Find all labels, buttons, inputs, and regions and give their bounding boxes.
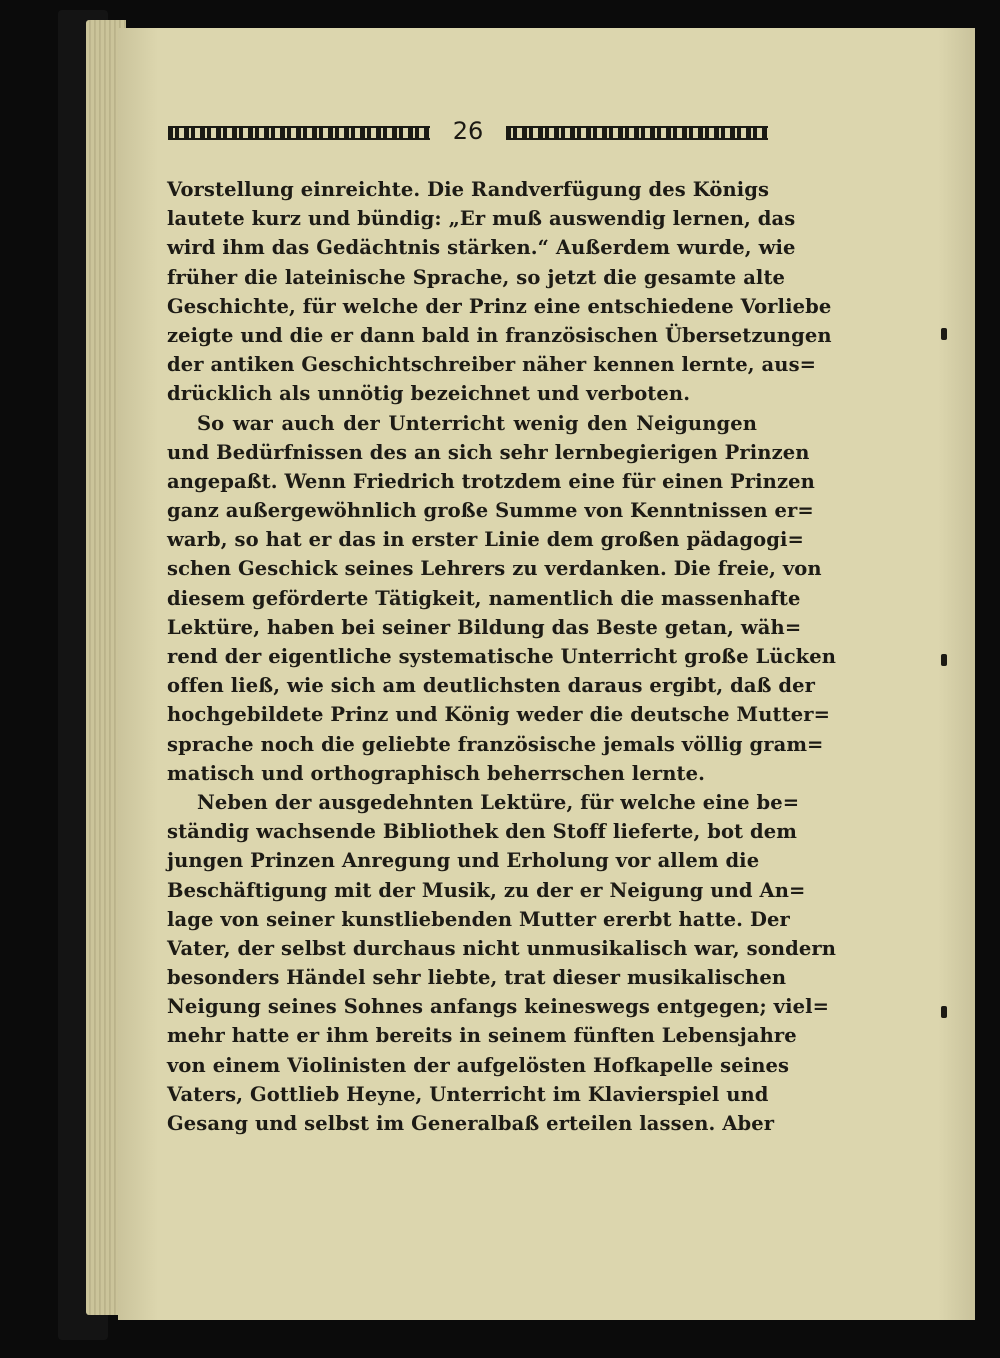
text-line: von einem Violinisten der aufgelösten Hofkapelle seines <box>167 1053 790 1077</box>
text-line: So war auch der Unterricht wenig den Neigungen <box>197 411 757 435</box>
page-number: 26 <box>452 117 484 145</box>
text-line: jungen Prinzen Anregung und Erholung vor allem die <box>167 849 760 873</box>
margin-mark <box>941 328 947 340</box>
text-line: schen Geschick seines Lehrers zu verdanken. Die freie, von <box>167 557 822 581</box>
text-line: besonders Händel sehr liebte, trat dieser musikalischen <box>167 966 787 990</box>
text-line: früher die lateinische Sprache, so jetzt die gesamte alte <box>167 265 786 289</box>
text-line: hochgebildete Prinz und König weder die deutsche Mutter= <box>167 703 831 727</box>
text-line: Lektüre, haben bei seiner Bildung das Beste getan, wäh= <box>167 615 802 639</box>
header-ornament-left <box>168 126 430 140</box>
text-line: Neben der ausgedehnten Lektüre, für welche eine be= <box>197 790 800 814</box>
text-line: ganz außergewöhnlich große Summe von Kenntnissen er= <box>167 499 814 523</box>
margin-mark <box>941 654 947 666</box>
text-line: lage von seiner kunstliebenden Mutter ererbt hatte. Der <box>167 907 790 931</box>
text-line: offen ließ, wie sich am deutlichsten daraus ergibt, daß der <box>167 674 816 698</box>
text-line: Vaters, Gottlieb Heyne, Unterricht im Klavierspiel und <box>167 1082 769 1106</box>
text-line: der antiken Geschichtschreiber näher kennen lernte, aus= <box>167 353 817 377</box>
text-line: drücklich als unnötig bezeichnet und verboten. <box>167 382 691 406</box>
text-line: Geschichte, für welche der Prinz eine entschiedene Vorliebe <box>167 294 832 318</box>
text-line: Vater, der selbst durchaus nicht unmusikalisch war, sondern <box>167 936 837 960</box>
text-line: und Bedürfnissen des an sich sehr lernbegierigen Prinzen <box>167 440 810 464</box>
text-line: wird ihm das Gedächtnis stärken.“ Außerdem wurde, wie <box>167 236 796 260</box>
text-line: angepaßt. Wenn Friedrich trotzdem eine für einen Prinzen <box>167 469 815 493</box>
text-line: matisch und orthographisch beherrschen lernte. <box>167 761 705 785</box>
body-text <box>167 175 837 1138</box>
text-line: rend der eigentliche systematische Unterricht große Lücken <box>167 645 837 668</box>
text-line: zeigte und die er dann bald in französischen Übersetzungen <box>167 323 832 347</box>
text-line: ständig wachsende Bibliothek den Stoff lieferte, bot dem <box>167 820 798 844</box>
page-header <box>168 117 768 147</box>
text-line: warb, so hat er das in erster Linie dem großen pädagogi= <box>167 528 804 552</box>
text-line: Neigung seines Sohnes anfangs keineswegs entgegen; viel= <box>167 995 830 1019</box>
margin-mark <box>941 1006 947 1018</box>
text-line: Beschäftigung mit der Musik, zu der er Neigung und An= <box>167 878 806 902</box>
header-ornament-right <box>506 126 768 140</box>
text-line: Vorstellung einreichte. Die Randverfügung des Königs <box>167 178 770 201</box>
text-line: lautete kurz und bündig: „Er muß auswendig lernen, das <box>167 207 796 231</box>
text-line: diesem geförderte Tätigkeit, namentlich die massenhafte <box>167 586 801 610</box>
text-line: Gesang und selbst im Generalbaß erteilen lassen. Aber <box>167 1112 775 1135</box>
text-line: mehr hatte er ihm bereits in seinem fünften Lebensjahre <box>167 1024 797 1048</box>
text-line: sprache noch die geliebte französische jemals völlig gram= <box>167 732 824 756</box>
